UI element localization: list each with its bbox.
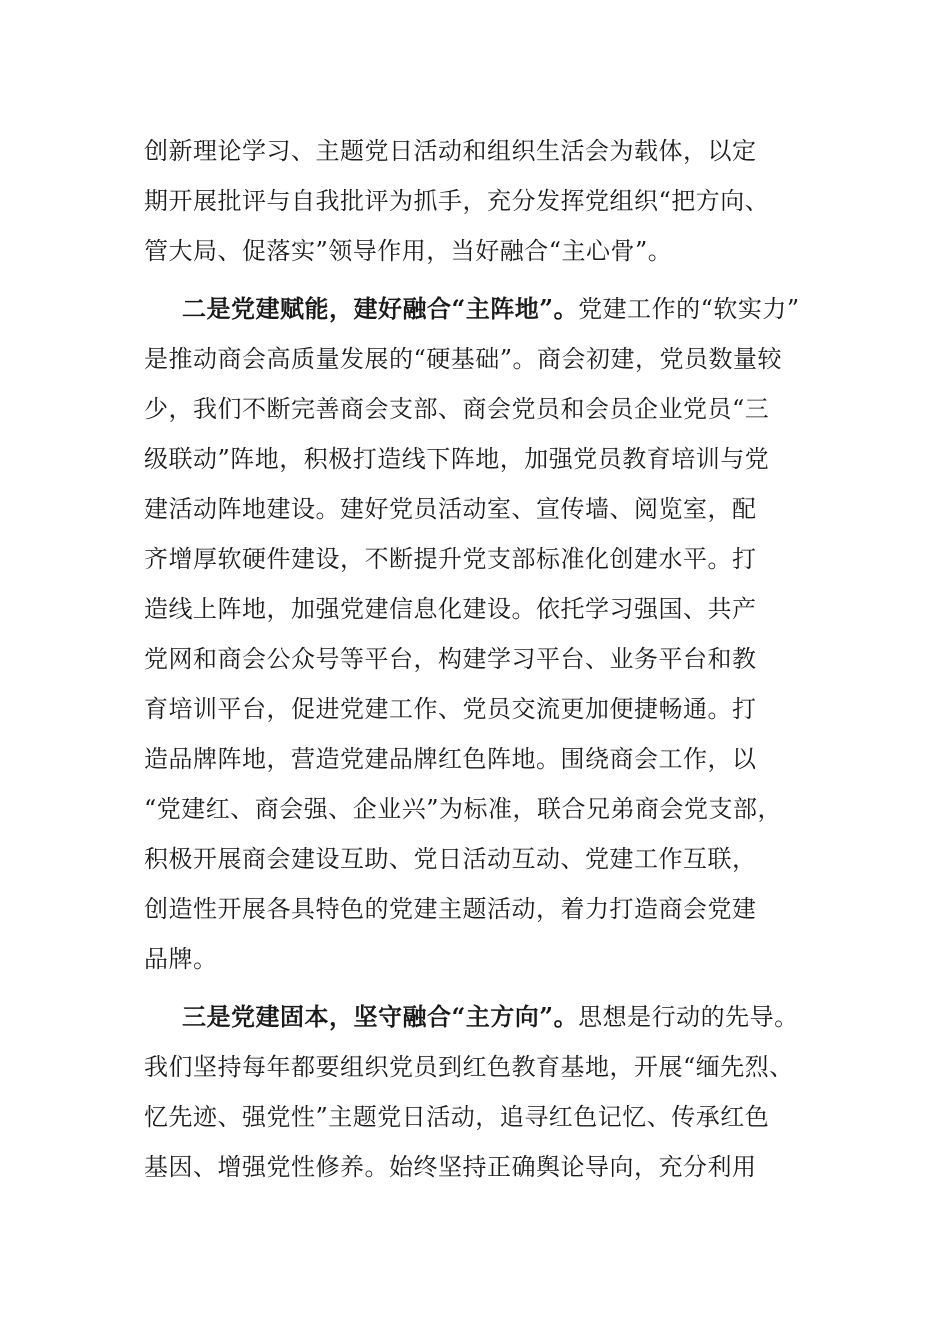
text-line: 创造性开展各具特色的党建主题活动，着力打造商会党建 <box>144 895 757 923</box>
paragraph-1 <box>144 126 806 276</box>
text-line: 我们坚持每年都要组织党员到红色教育基地，开展“缅先烈、 <box>144 1053 794 1081</box>
text-line: “党建红、商会强、企业兴”为标准，联合兄弟商会党支部， <box>144 795 783 823</box>
paragraph-heading: 二是党建赋能，建好融合“主阵地”。 <box>182 294 579 323</box>
text-line: 忆先迹、强党性”主题党日活动，追寻红色记忆、传承红色 <box>144 1103 770 1131</box>
text-line: 积极开展商会建设互助、党日活动互动、党建工作互联， <box>144 845 757 873</box>
text-line: 基因、增强党性修养。始终坚持正确舆论导向，充分利用 <box>144 1153 757 1181</box>
paragraph-2 <box>144 284 806 984</box>
document-body <box>144 126 806 1192</box>
paragraph-3 <box>144 992 806 1192</box>
text-line: 建活动阵地建设。建好党员活动室、宣传墙、阅览室，配 <box>144 495 757 523</box>
text-line: 创新理论学习、主题党日活动和组织生活会为载体，以定 <box>144 137 757 165</box>
text-span: 党建工作的“软实力” <box>578 295 800 323</box>
text-line: 党网和商会公众号等平台，构建学习平台、业务平台和教 <box>144 645 757 673</box>
paragraph-heading: 三是党建固本，坚守融合“主方向”。 <box>182 1002 579 1031</box>
text-line: 管大局、促落实”领导作用，当好融合“主心骨”。 <box>144 237 673 265</box>
paragraph-spacer <box>144 984 806 992</box>
text-line: 品牌。 <box>144 945 218 973</box>
text-line: 级联动”阵地，积极打造线下阵地，加强党员教育培训与党 <box>144 445 770 473</box>
text-line: 是推动商会高质量发展的“硬基础”。商会初建，党员数量较 <box>144 345 783 373</box>
text-line: 造品牌阵地，营造党建品牌红色阵地。围绕商会工作，以 <box>144 745 757 773</box>
text-line <box>144 992 806 1042</box>
text-span: 思想是行动的先导。 <box>578 1003 799 1031</box>
text-line: 齐增厚软硬件建设，不断提升党支部标准化创建水平。打 <box>144 545 757 573</box>
text-line <box>144 284 806 334</box>
text-line: 期开展批评与自我批评为抓手，充分发挥党组织“把方向、 <box>144 187 770 215</box>
paragraph-spacer <box>144 276 806 284</box>
text-line: 育培训平台，促进党建工作、党员交流更加便捷畅通。打 <box>144 695 757 723</box>
text-line: 少，我们不断完善商会支部、商会党员和会员企业党员“三 <box>144 395 770 423</box>
text-line: 造线上阵地，加强党建信息化建设。依托学习强国、共产 <box>144 595 757 623</box>
